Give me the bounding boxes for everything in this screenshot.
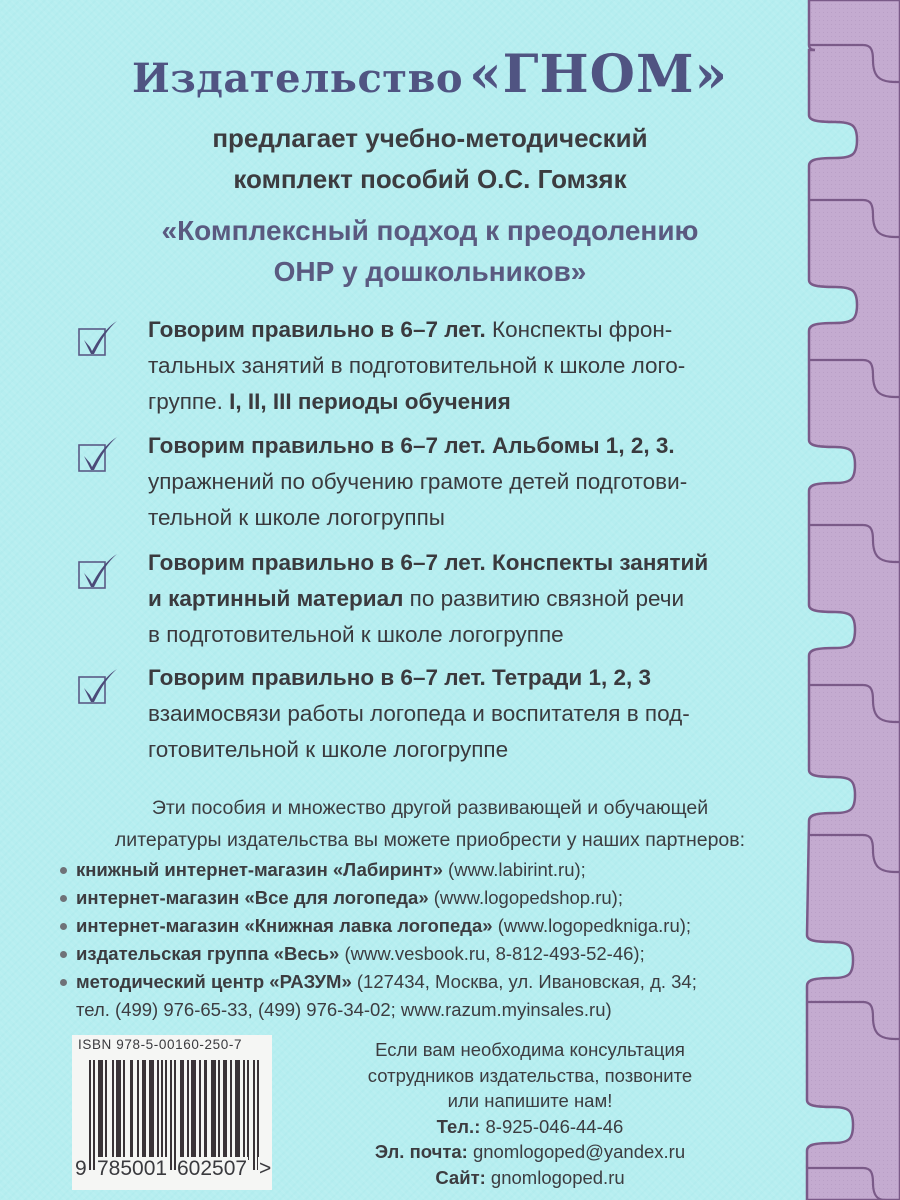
barcode-digit-first: 9 — [75, 1157, 87, 1180]
partner-details: (www.labirint.ru); — [442, 859, 586, 880]
contact-phone — [320, 1114, 740, 1140]
contact-site — [320, 1165, 740, 1191]
isbn-barcode-block — [72, 1035, 272, 1190]
book-item-text — [148, 428, 785, 536]
phone-label: Тел.: — [436, 1115, 481, 1137]
partner-details: (www.logopedshop.ru); — [428, 887, 623, 908]
partner-item — [60, 884, 780, 912]
book-item-text — [148, 312, 785, 420]
item-desc: по развитию связной речи — [403, 586, 685, 611]
offer-text — [0, 118, 860, 200]
partner-name: книжный интернет-магазин «Лабиринт» — [76, 859, 443, 880]
bullet-icon — [60, 979, 67, 986]
checkbox-checked-icon — [78, 668, 118, 706]
contact-line-2: сотрудников издательства, позвоните — [367, 1064, 693, 1086]
contact-block — [320, 1037, 740, 1190]
item-title: Говорим правильно в 6–7 лет. Конспекты занятий — [148, 550, 709, 575]
offer-line-1: предлагает учебно-методический — [212, 123, 648, 153]
publisher-name: «ГНОМ» — [469, 44, 729, 105]
partners-list — [60, 856, 780, 1024]
item-title: Говорим правильно в 6–7 лет. Альбомы 1, 2, 3. — [148, 433, 675, 458]
item-title: Говорим правильно в 6–7 лет. Тетради 1, 2, 3 — [148, 665, 652, 690]
offer-line-2: комплект пособий О.С. Гомзяк — [233, 164, 627, 194]
isbn-label: ISBN 978-5-00160-250-7 — [78, 1037, 243, 1052]
barcode-arrow: > — [259, 1157, 272, 1180]
bullet-icon — [60, 951, 67, 958]
contact-line-3: или напишите нам! — [447, 1090, 613, 1111]
partner-item — [60, 968, 780, 996]
book-item-1 — [70, 312, 785, 420]
publisher-prefix: Издательство — [131, 55, 464, 102]
book-item-2 — [70, 428, 785, 536]
bullet-icon — [60, 867, 67, 874]
partners-intro — [60, 792, 800, 856]
bullet-icon — [60, 923, 67, 930]
partner-details: (www.logopedkniga.ru); — [492, 915, 692, 936]
barcode-digits — [72, 1157, 272, 1187]
item-title: и картинный материал — [148, 586, 404, 611]
item-periods: I, II, III периоды обучения — [229, 389, 511, 414]
partner-name: издательская группа «Весь» — [76, 943, 340, 964]
partners-intro-line-1: Эти пособия и множество другой развивающей и обучающей — [151, 797, 709, 819]
phone-value: 8-925-046-44-46 — [480, 1115, 624, 1137]
item-desc: тальных занятий в подготовительной к школе лого- — [148, 353, 686, 378]
item-desc: взаимосвязи работы логопеда и воспитателя в под- — [148, 701, 690, 726]
partner-item — [60, 912, 780, 940]
email-label: Эл. почта: — [374, 1141, 468, 1162]
publisher-title — [0, 44, 860, 105]
site-value: gnomlogoped.ru — [485, 1166, 625, 1188]
partner-details: (www.vesbook.ru, 8-812-493-52-46); — [339, 943, 645, 964]
checkbox-checked-icon — [78, 553, 118, 591]
barcode-digits-right: 602507 — [177, 1157, 248, 1180]
item-title: Говорим правильно в 6–7 лет. — [148, 317, 486, 342]
book-item-text — [148, 545, 785, 653]
book-item-3 — [70, 545, 785, 653]
partner-item — [60, 856, 780, 884]
barcode-icon — [85, 1060, 265, 1170]
email-value: gnomlogoped@yandex.ru — [467, 1141, 686, 1162]
item-desc: группе. — [148, 389, 230, 414]
contact-email — [320, 1139, 740, 1165]
barcode-digits-left: 785001 — [97, 1157, 168, 1180]
partners-intro-line-2: литературы издательства вы можете приобрести у наших партнеров: — [114, 829, 746, 851]
book-item-text — [148, 660, 785, 768]
contact-line-1: Если вам необходима консультация — [375, 1039, 685, 1060]
checkbox-checked-icon — [78, 320, 118, 358]
item-desc: в подготовительной к школе логогруппе — [148, 622, 564, 647]
bullet-icon — [60, 895, 67, 902]
series-title — [0, 210, 860, 292]
series-line-2: ОНР у дошкольников» — [273, 256, 587, 287]
site-label: Сайт: — [435, 1166, 486, 1188]
partner-details: (127434, Москва, ул. Ивановская, д. 34; — [351, 971, 697, 992]
checkbox-checked-icon — [78, 436, 118, 474]
book-item-4 — [70, 660, 785, 768]
partner-name: интернет-магазин «Книжная лавка логопеда» — [76, 915, 493, 936]
partner-name: интернет-магазин «Все для логопеда» — [76, 887, 429, 908]
item-desc: тельной к школе логогруппы — [148, 505, 445, 530]
item-desc: Конспекты фрон- — [485, 317, 673, 342]
item-desc: упражнений по обучению грамоте детей подготови- — [148, 469, 688, 494]
partner-name: методический центр «РАЗУМ» — [76, 971, 352, 992]
partner-item — [60, 940, 780, 968]
item-desc: готовительной к школе логогруппе — [148, 737, 509, 762]
series-line-1: «Комплексный подход к преодолению — [161, 215, 699, 246]
partner-item-continuation: тел. (499) 976-65-33, (499) 976-34-02; www.razum.myinsales.ru) — [76, 999, 612, 1020]
